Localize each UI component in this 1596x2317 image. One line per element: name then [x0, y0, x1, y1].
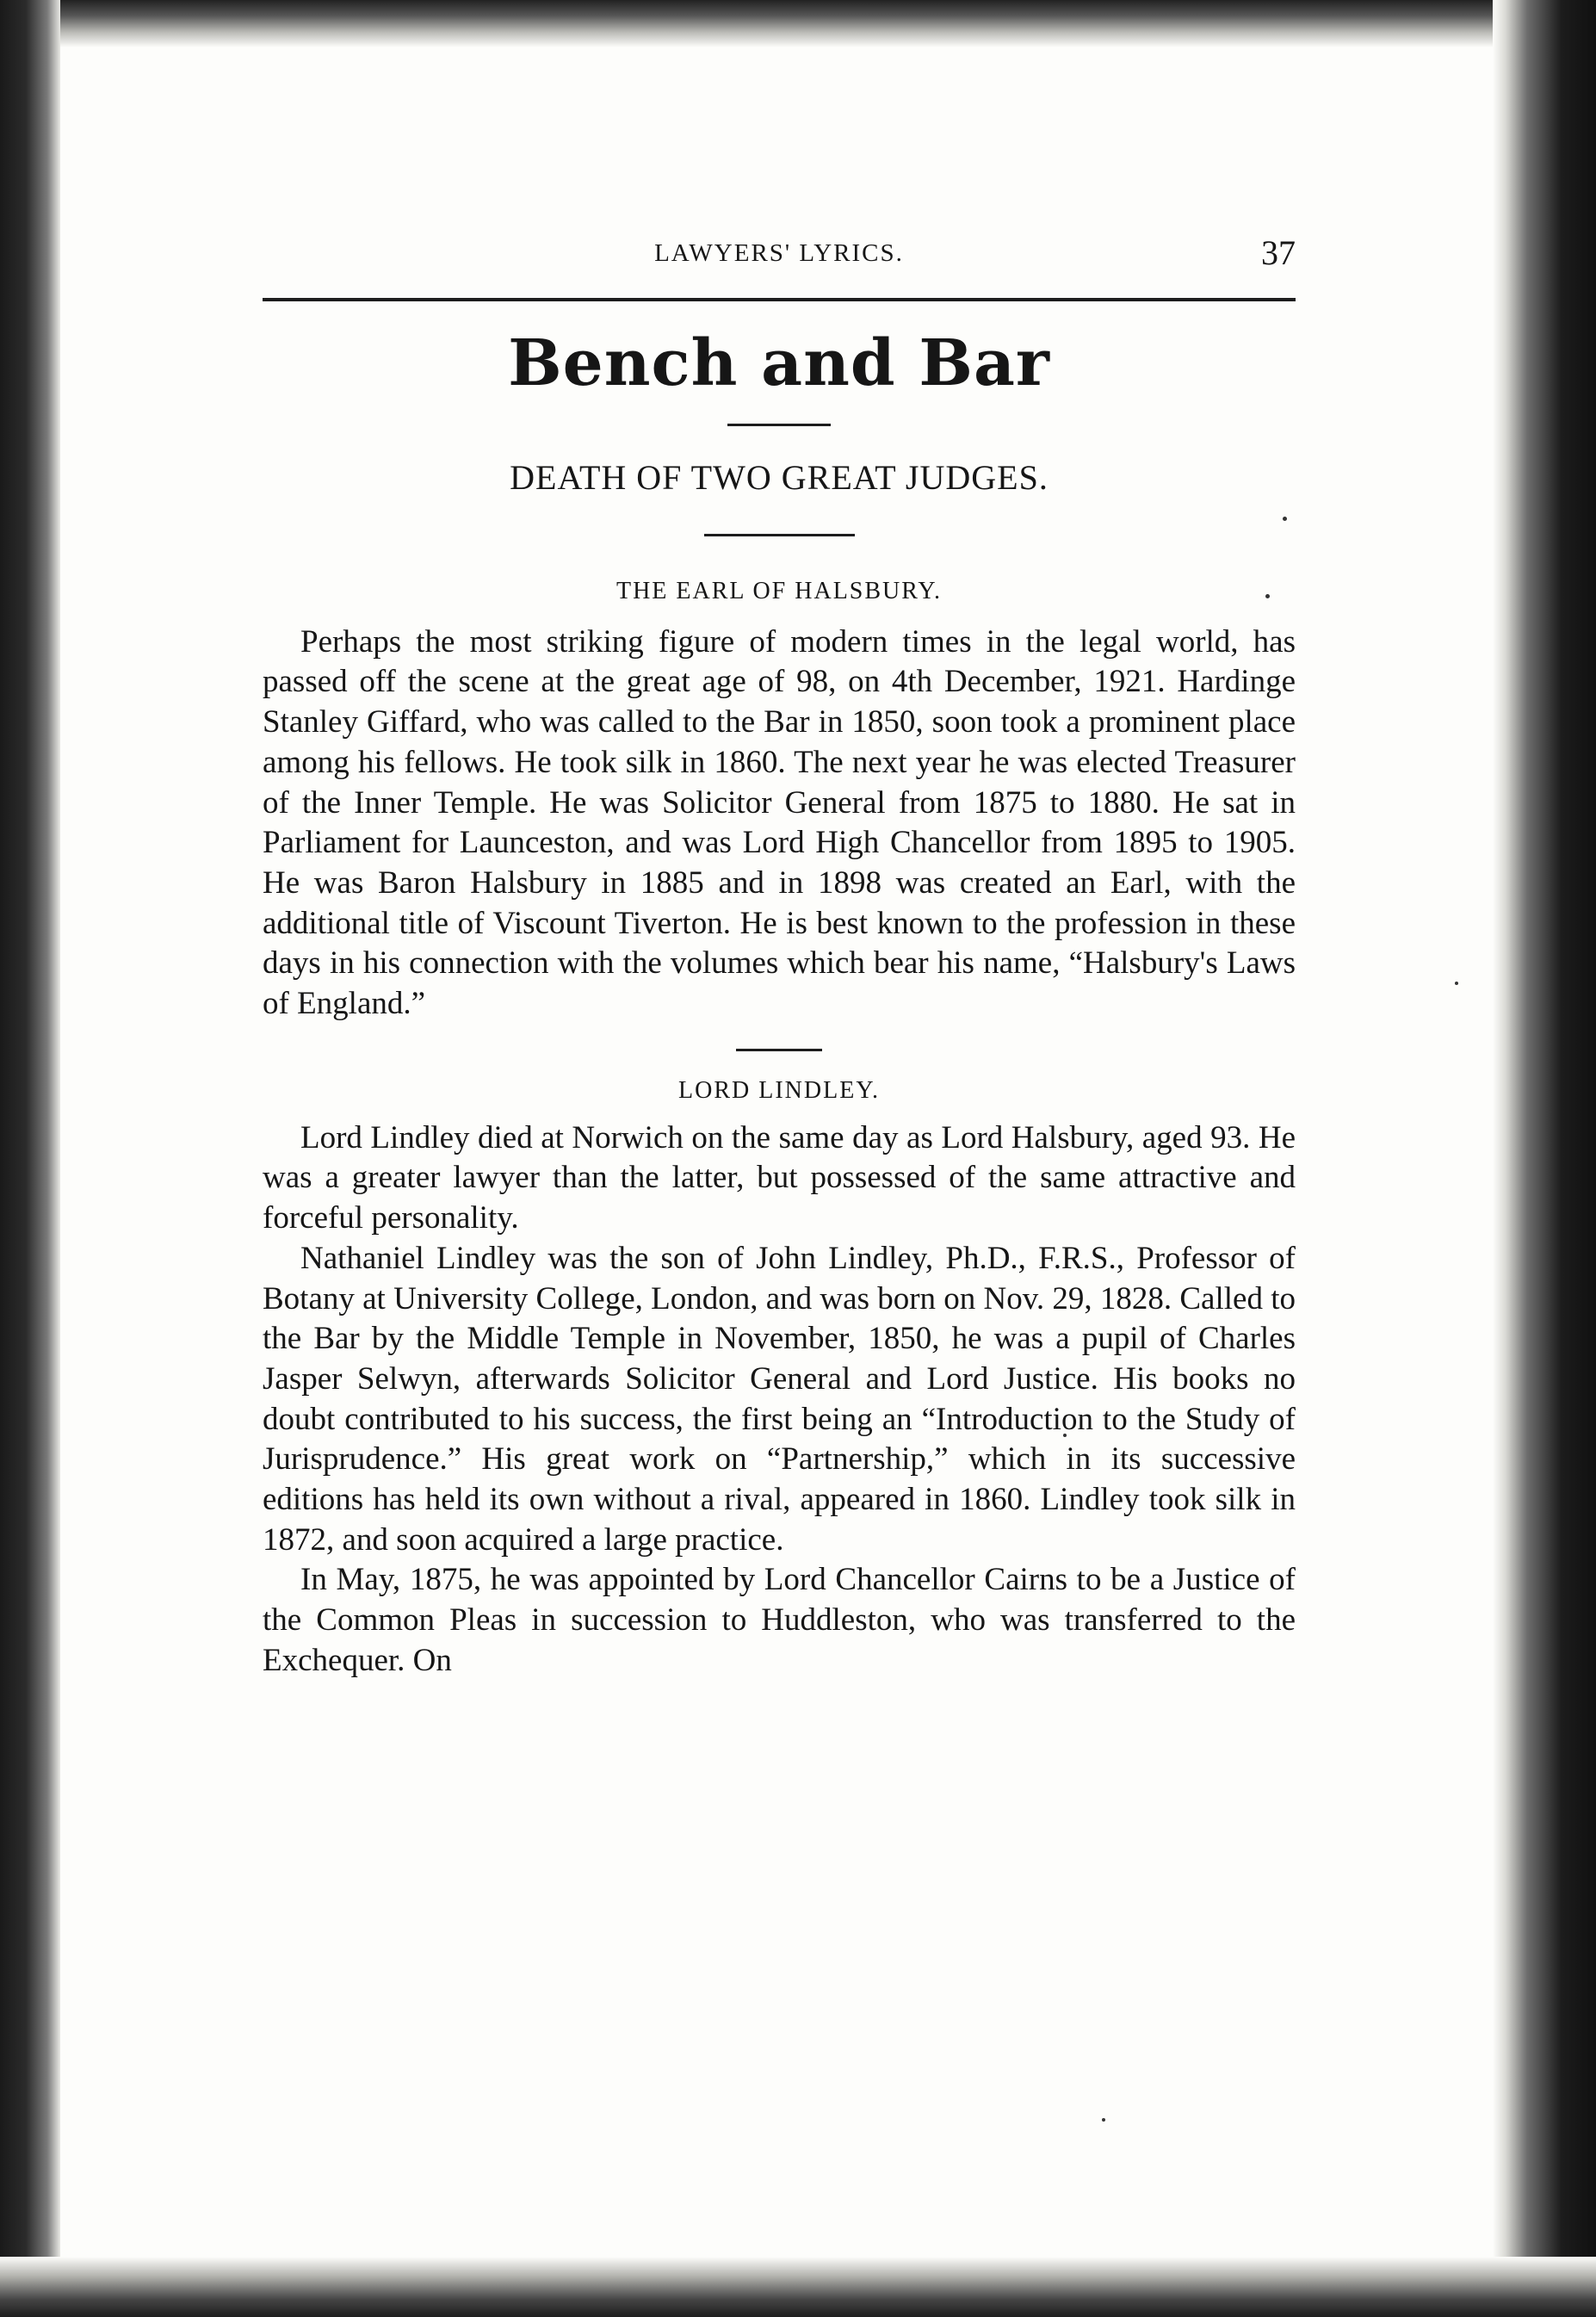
paragraph: Nathaniel Lindley was the son of John Lindley, Ph.D., F.R.S., Professor of Botany at University College, London, and was born on Nov. 29, 1828. Called to the Bar by the Middle Temple in November, 1850, he was a pupil of Charles Jasper Selwyn, afterwards Solicitor General and Lord Justice. His books no doubt contributed to his success, the first being an “Introduction to the Study of Jurisprudence.” His great work on “Partnership,” which in its successive editions has held its own without a rival, appeared in 1860. Lindley took silk in 1872, and soon acquired a large practice. — [263, 1240, 1296, 1558]
halsbury-body — [263, 623, 1296, 1025]
halsbury-heading: THE EARL OF HALSBURY. — [616, 577, 943, 604]
header-rule — [263, 298, 1296, 301]
section-title: Bench and Bar — [508, 326, 1050, 400]
scan-shadow-left — [0, 0, 60, 2317]
section-divider — [727, 424, 831, 426]
printed-page — [263, 232, 1296, 1682]
article-divider — [704, 534, 855, 536]
running-head — [263, 232, 1296, 276]
page-number: 37 — [1261, 233, 1296, 272]
paragraph: Lord Lindley died at Norwich on the same day as Lord Halsbury, aged 93. He was a greater lawyer than the latter, but possessed of the same attractive and forceful personality. — [263, 1119, 1296, 1236]
paragraph: In May, 1875, he was appointed by Lord Chancellor Cairns to be a Justice of the Common Pleas in succession to Huddleston, who was transferred to the Exchequer. On — [263, 1562, 1296, 1678]
scan-shadow-bottom — [0, 2257, 1596, 2317]
subsection-divider — [736, 1049, 822, 1051]
lindley-heading: LORD LINDLEY. — [678, 1076, 880, 1104]
lindley-body — [263, 1118, 1296, 1682]
paragraph: Perhaps the most striking figure of modern times in the legal world, has passed off the scene at the great age of 98, on 4th December, 1921. Hardinge Stanley Giffard, who was called to the Bar in 1850, soon took a prominent place among his fellows. He took silk in 1860. The next year he was elected Treasurer of the Inner Temple. He was Solicitor General from 1875 to 1880. He sat in Parliament for Launceston, and was Lord High Chancellor from 1895 to 1905. He was Baron Halsbury in 1885 and in 1898 was created an Earl, with the additional title of Viscount Tiverton. He is best known to the profession in these days in his connection with the volumes which bear his name, “Halsbury's Laws of England.” — [263, 623, 1296, 1022]
scan-speck — [1455, 982, 1458, 985]
scan-shadow-top — [0, 0, 1596, 47]
running-head-title: LAWYERS' LYRICS. — [654, 239, 904, 267]
scan-speck — [1102, 2118, 1105, 2122]
scan-shadow-right — [1493, 0, 1596, 2317]
article-title: DEATH OF TWO GREAT JUDGES. — [510, 457, 1049, 497]
